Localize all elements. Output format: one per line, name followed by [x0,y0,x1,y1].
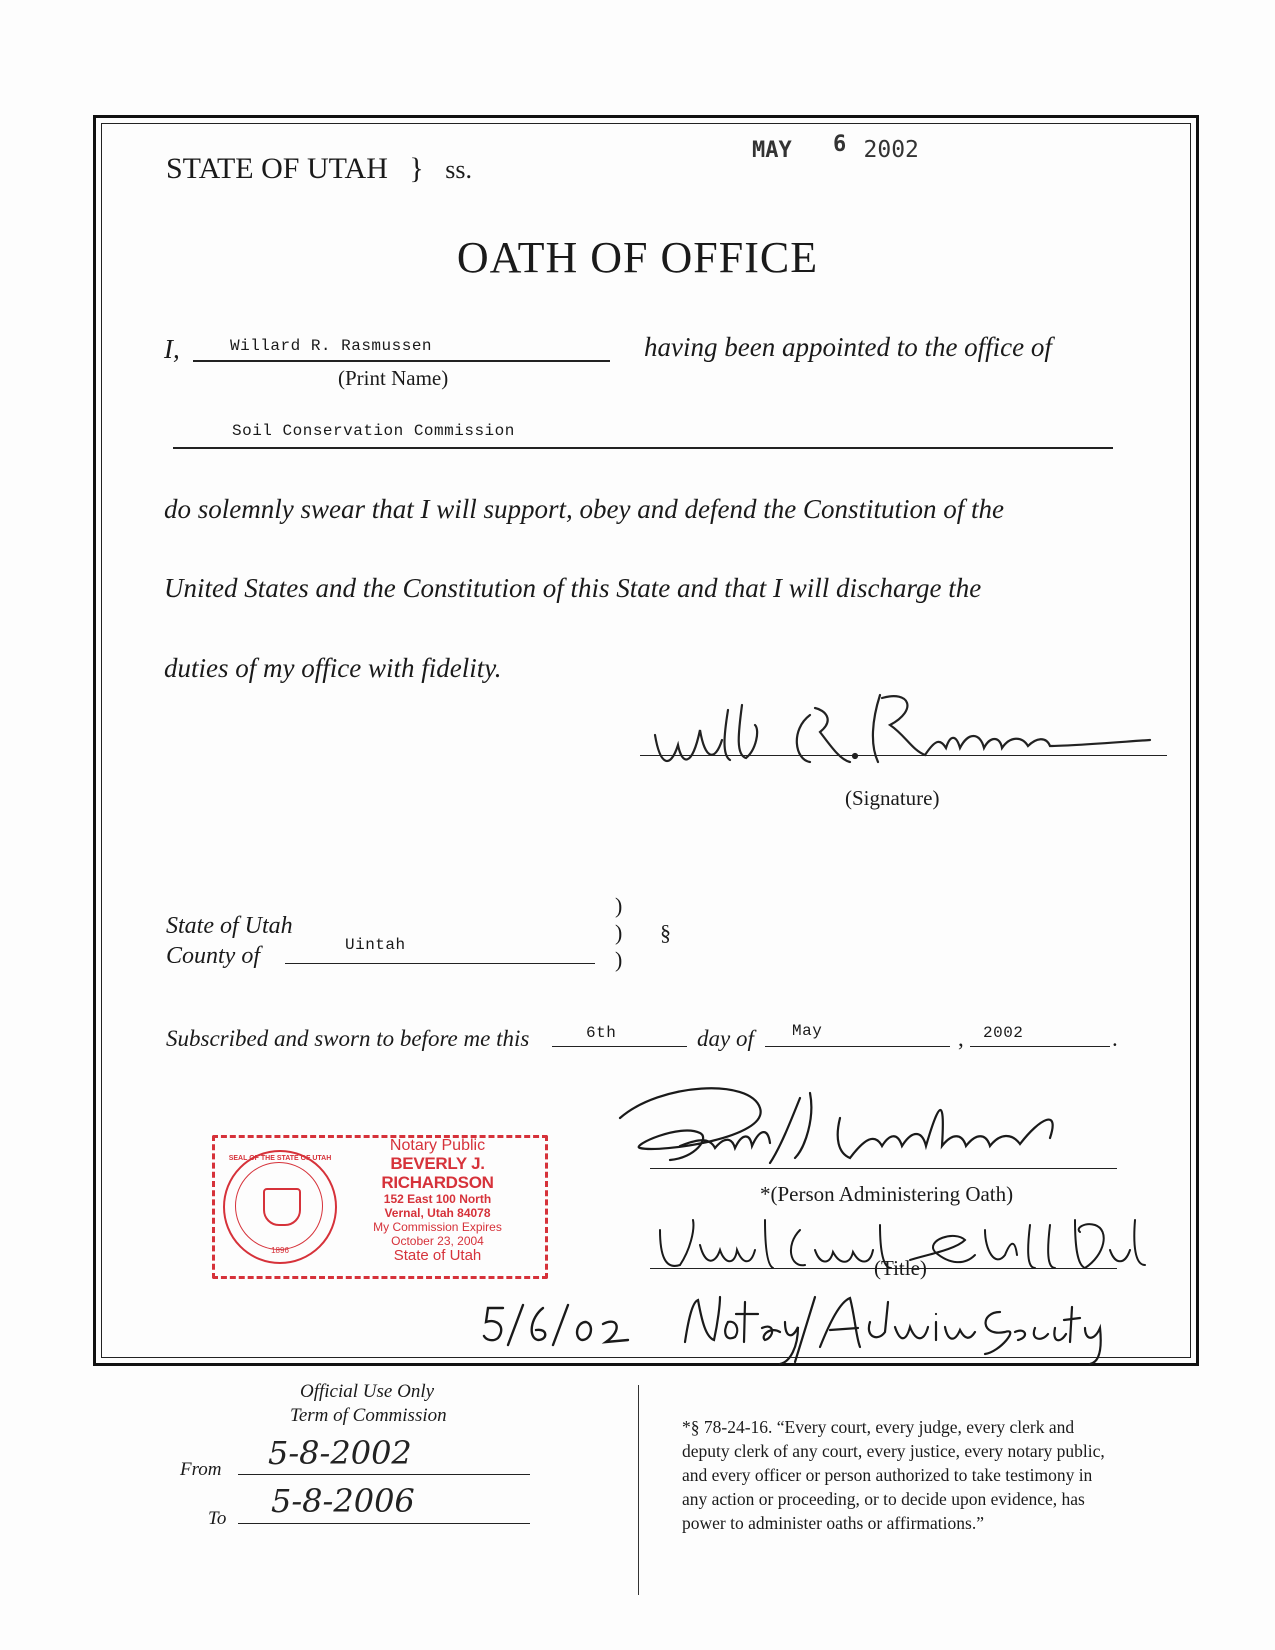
seal-year: 1896 [271,1246,289,1255]
received-date-stamp [752,132,919,163]
signature-caption: (Signature) [845,786,940,810]
venue-state-label: State of Utah [166,913,293,939]
sworn-prefix: Subscribed and sworn to before me this [166,1026,530,1051]
stamp-notary-public: Notary Public [389,1137,486,1154]
venue-paren-2: ) [615,920,623,945]
statute-footnote [682,1415,1105,1535]
day-of-label: day of [697,1026,754,1051]
stamp-expires-label: My Commission Expires [373,1220,502,1234]
office-value: Soil Conservation Commission [232,422,515,440]
document-title: OATH OF OFFICE [456,233,819,282]
oath-text-line-2: United States and the Constitution of this State and that I will discharge the [164,573,982,603]
stamp-address-1: 152 East 100 North [383,1192,492,1206]
stamp-expires-date: October 23, 2004 [391,1234,484,1248]
stamp-notary-name: BEVERLY J. RICHARDSON [381,1154,494,1192]
to-date-line [238,1523,530,1524]
state-seal [223,1150,337,1264]
printed-name-value: Willard R. Rasmussen [230,337,433,355]
notary-stamp [212,1135,548,1279]
to-date-value: 5-8-2006 [271,1482,415,1520]
sworn-comma: , [958,1026,964,1051]
section-mark: § [660,920,671,945]
sworn-day-line [552,1046,687,1047]
seal-text: SEAL OF THE STATE OF UTAH [228,1155,332,1162]
from-date-line [238,1474,530,1475]
venue-county-label: County of [166,943,260,969]
county-value: Uintah [345,936,406,954]
footer-divider [638,1385,639,1595]
venue-paren-1: ) [615,893,623,918]
venue-paren-3: ) [615,947,623,972]
sworn-year-value: 2002 [983,1024,1024,1042]
printed-name-line [193,360,610,362]
oath-text-line-1: do solemnly swear that I will support, obey and defend the Constitution of the [164,494,1004,524]
administrator-caption: *(Person Administering Oath) [760,1182,1014,1206]
sworn-month-value: May [792,1022,823,1040]
handwritten-role [680,1292,1150,1367]
from-date-value: 5-8-2002 [268,1434,412,1472]
signature-line [640,755,1167,756]
administrator-signature [600,1078,1120,1178]
ss-label: ss. [445,155,473,184]
county-line [285,963,595,964]
footnote-line-2: deputy clerk of any court, every justice, every notary public, [682,1441,1105,1461]
sworn-month-line [765,1046,950,1047]
footnote-line-1: *§ 78-24-16. “Every court, every judge, every clerk and [682,1417,1075,1437]
appointee-signature [650,690,1170,780]
state-of-utah-label: STATE OF UTAH [166,152,388,185]
sworn-year-line [970,1046,1110,1047]
date-stamp-year: 2002 [863,137,919,163]
state-heading [166,152,472,186]
sworn-period: . [1112,1026,1118,1051]
i-label: I, [164,334,180,364]
to-label: To [208,1508,227,1529]
handwritten-date [478,1300,638,1350]
term-of-commission-heading: Term of Commission [290,1405,447,1426]
stamp-state: State of Utah [393,1247,482,1264]
brace: } [409,152,424,185]
stamp-address-2: Vernal, Utah 84078 [384,1206,491,1220]
footnote-line-5: power to administer oaths or affirmations.” [682,1513,984,1533]
date-stamp-month: MAY [752,138,792,163]
print-name-caption: (Print Name) [338,366,449,390]
official-use-heading: Official Use Only [300,1381,435,1402]
beehive-icon [263,1188,301,1226]
title-caption: (Title) [874,1256,927,1280]
sworn-day-value: 6th [586,1024,617,1042]
footnote-line-3: and every officer or person authorized to take testimony in [682,1465,1093,1485]
administrator-signature-line [650,1168,1117,1169]
appointment-suffix: having been appointed to the office of [644,332,1052,362]
from-label: From [180,1459,222,1480]
date-stamp-day: 6 [833,132,847,157]
footnote-line-4: any action or proceeding, or to decide upon evidence, has [682,1489,1085,1509]
oath-text-line-3: duties of my office with fidelity. [164,653,502,683]
office-line [173,447,1113,449]
